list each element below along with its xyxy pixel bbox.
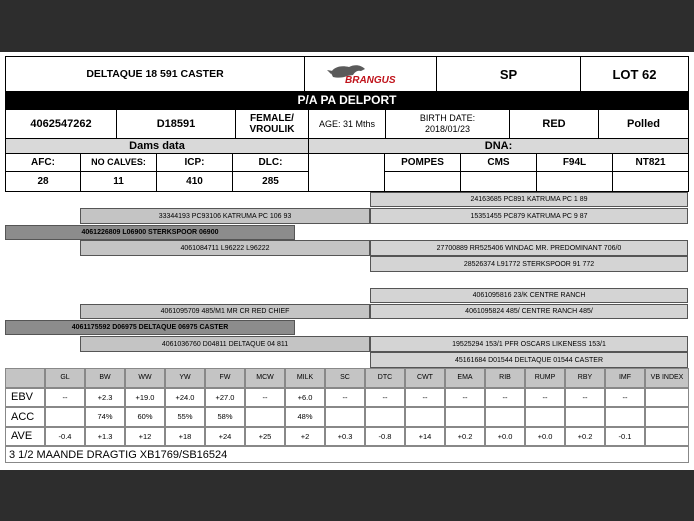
ebv-cell	[645, 388, 689, 408]
ebv-cell: +0.2	[445, 427, 485, 447]
ebv-cell: +14	[405, 427, 445, 447]
dna-nt821: NT821	[612, 153, 689, 172]
pedigree-sire: 4061226809 L06900 STERKSPOOR 06900	[5, 225, 295, 240]
pedigree-sire-sire: 33344193 PC93106 KATRUMA PC 106 93	[80, 208, 370, 224]
dna-pompes-value	[384, 171, 461, 192]
ebv-cell: 55%	[165, 407, 205, 427]
pedigree-sire-dam-dam: 28526374 L91772 STERKSPOOR 91 772	[370, 256, 688, 272]
ebv-cell: 60%	[125, 407, 165, 427]
ebv-cell: --	[525, 388, 565, 408]
ebv-col-header: GL	[45, 368, 85, 388]
ebv-cell: --	[485, 388, 525, 408]
ebv-row-label: ACC	[5, 407, 45, 427]
ebv-cell	[605, 407, 645, 427]
ebv-col-header: VB INDEX	[645, 368, 689, 388]
ebv-cell: +2.3	[85, 388, 125, 408]
ebv-cell: --	[605, 388, 645, 408]
pedigree-dam-sire-sire: 4061095816 23/K CENTRE RANCH	[370, 288, 688, 303]
age: AGE: 31 Mths	[308, 109, 386, 139]
ebv-cell	[645, 407, 689, 427]
birth-date-value: 2018/01/23	[424, 124, 471, 134]
ebv-col-header: FW	[205, 368, 245, 388]
pedigree-sire-sire-sire: 24163685 PC891 KATRUMA PC 1 89	[370, 192, 688, 207]
sex	[235, 109, 309, 139]
sire-line-banner: P/A PA DELPORT	[5, 92, 689, 109]
birth-date	[385, 109, 510, 139]
color: RED	[509, 109, 599, 139]
ebv-cell: +0.3	[325, 427, 365, 447]
dna-f94l: F94L	[536, 153, 613, 172]
ebv-cell	[645, 427, 689, 447]
ebv-cell	[405, 407, 445, 427]
registration-number: 4062547262	[5, 109, 117, 139]
ebv-cell: --	[445, 388, 485, 408]
ebv-col-header: RIB	[485, 368, 525, 388]
ebv-cell: +0.0	[525, 427, 565, 447]
ebv-cell	[485, 407, 525, 427]
ebv-col-header: CWT	[405, 368, 445, 388]
pedigree-dam: 4061175592 D06975 DELTAQUE 06975 CASTER	[5, 320, 295, 335]
ebv-cell: -0.1	[605, 427, 645, 447]
sex-line2: VROULIK	[249, 124, 295, 135]
sex-line1: FEMALE/	[250, 113, 294, 124]
ebv-cell: 48%	[285, 407, 325, 427]
ebv-cell: +19.0	[125, 388, 165, 408]
ebv-cell: +24.0	[165, 388, 205, 408]
ebv-cell: 58%	[205, 407, 245, 427]
polled-status: Polled	[598, 109, 689, 139]
ebv-cell: 74%	[85, 407, 125, 427]
pedigree-dam-sire: 4061095709 485/M1 MR CR RED CHIEF	[80, 304, 370, 319]
ebv-col-header: IMF	[605, 368, 645, 388]
ebv-cell: --	[405, 388, 445, 408]
ebv-cell	[565, 407, 605, 427]
ebv-col-header: RBY	[565, 368, 605, 388]
ebv-col-header: YW	[165, 368, 205, 388]
ebv-cell: +0.0	[485, 427, 525, 447]
footer-note: 3 1/2 MAANDE DRAGTIG XB1769/SB16524	[9, 449, 228, 461]
ebv-cell: +24	[205, 427, 245, 447]
ebv-header-corner	[5, 368, 45, 388]
dna-f94l-value	[536, 171, 613, 192]
breed-code: SP	[436, 56, 581, 92]
ebv-col-header: EMA	[445, 368, 485, 388]
ebv-col-header: SC	[325, 368, 365, 388]
pedigree-dam-dam: 4061036760 D04811 DELTAQUE 04 811	[80, 336, 370, 352]
ebv-row-label: EBV	[5, 388, 45, 408]
ebv-cell: --	[365, 388, 405, 408]
icp-label: ICP:	[156, 153, 233, 172]
ebv-col-header: MCW	[245, 368, 285, 388]
pedigree-dam-sire-dam: 4061095824 485/ CENTRE RANCH 485/	[370, 304, 688, 319]
ebv-cell: +12	[125, 427, 165, 447]
dna-header: DNA:	[308, 138, 689, 154]
dna-blank-cell	[308, 153, 385, 192]
ebv-col-header: MILK	[285, 368, 325, 388]
ebv-col-header: DTC	[365, 368, 405, 388]
dlc-label: DLC:	[232, 153, 309, 172]
dna-nt821-value	[612, 171, 689, 192]
animal-id: D18591	[116, 109, 236, 139]
ebv-cell: -0.4	[45, 427, 85, 447]
pedigree-sire-dam: 4061084711 L96222 L96222	[80, 240, 370, 256]
ebv-cell: --	[45, 388, 85, 408]
ebv-cell	[445, 407, 485, 427]
afc-value: 28	[5, 171, 81, 192]
brangus-logo	[325, 61, 415, 87]
brand-text: BRANGUS	[345, 75, 396, 86]
pedigree-dam-dam-sire: 19525294 153/1 PFR OSCARS LIKENESS 153/1	[370, 336, 688, 352]
lot-number: LOT 62	[580, 56, 689, 92]
ebv-col-header: WW	[125, 368, 165, 388]
no-calves-value: 11	[80, 171, 157, 192]
dna-pompes: POMPES	[384, 153, 461, 172]
ebv-row-label: AVE	[5, 427, 45, 447]
ebv-cell	[365, 407, 405, 427]
afc-label: AFC:	[5, 153, 81, 172]
ebv-cell: +1.3	[85, 427, 125, 447]
ebv-col-header: RUMP	[525, 368, 565, 388]
dams-data-header: Dams data	[5, 138, 309, 154]
pedigree-sire-dam-sire: 27700889 RR525406 WINDAC MR. PREDOMINANT 706/0	[370, 240, 688, 256]
ebv-cell	[245, 407, 285, 427]
dna-cms: CMS	[460, 153, 537, 172]
dlc-value: 285	[232, 171, 309, 192]
ebv-cell: --	[325, 388, 365, 408]
icp-value: 410	[156, 171, 233, 192]
ebv-cell	[45, 407, 85, 427]
birth-date-label: BIRTH DATE:	[419, 113, 476, 123]
ebv-cell: +6.0	[285, 388, 325, 408]
ebv-cell: -0.8	[365, 427, 405, 447]
ebv-cell	[525, 407, 565, 427]
ebv-cell: --	[245, 388, 285, 408]
ebv-col-header: BW	[85, 368, 125, 388]
ebv-cell	[325, 407, 365, 427]
ebv-cell: +25	[245, 427, 285, 447]
ebv-cell: +18	[165, 427, 205, 447]
dna-cms-value	[460, 171, 537, 192]
ebv-cell: +0.2	[565, 427, 605, 447]
ebv-cell: +27.0	[205, 388, 245, 408]
ebv-cell: +2	[285, 427, 325, 447]
ebv-cell: --	[565, 388, 605, 408]
pedigree-sire-sire-dam: 15351455 PC879 KATRUMA PC 9 87	[370, 208, 688, 224]
animal-name: DELTAQUE 18 591 CASTER	[5, 56, 305, 92]
pedigree-dam-dam-dam: 45161684 D01544 DELTAQUE 01544 CASTER	[370, 352, 688, 368]
no-calves-label: NO CALVES:	[80, 153, 157, 172]
